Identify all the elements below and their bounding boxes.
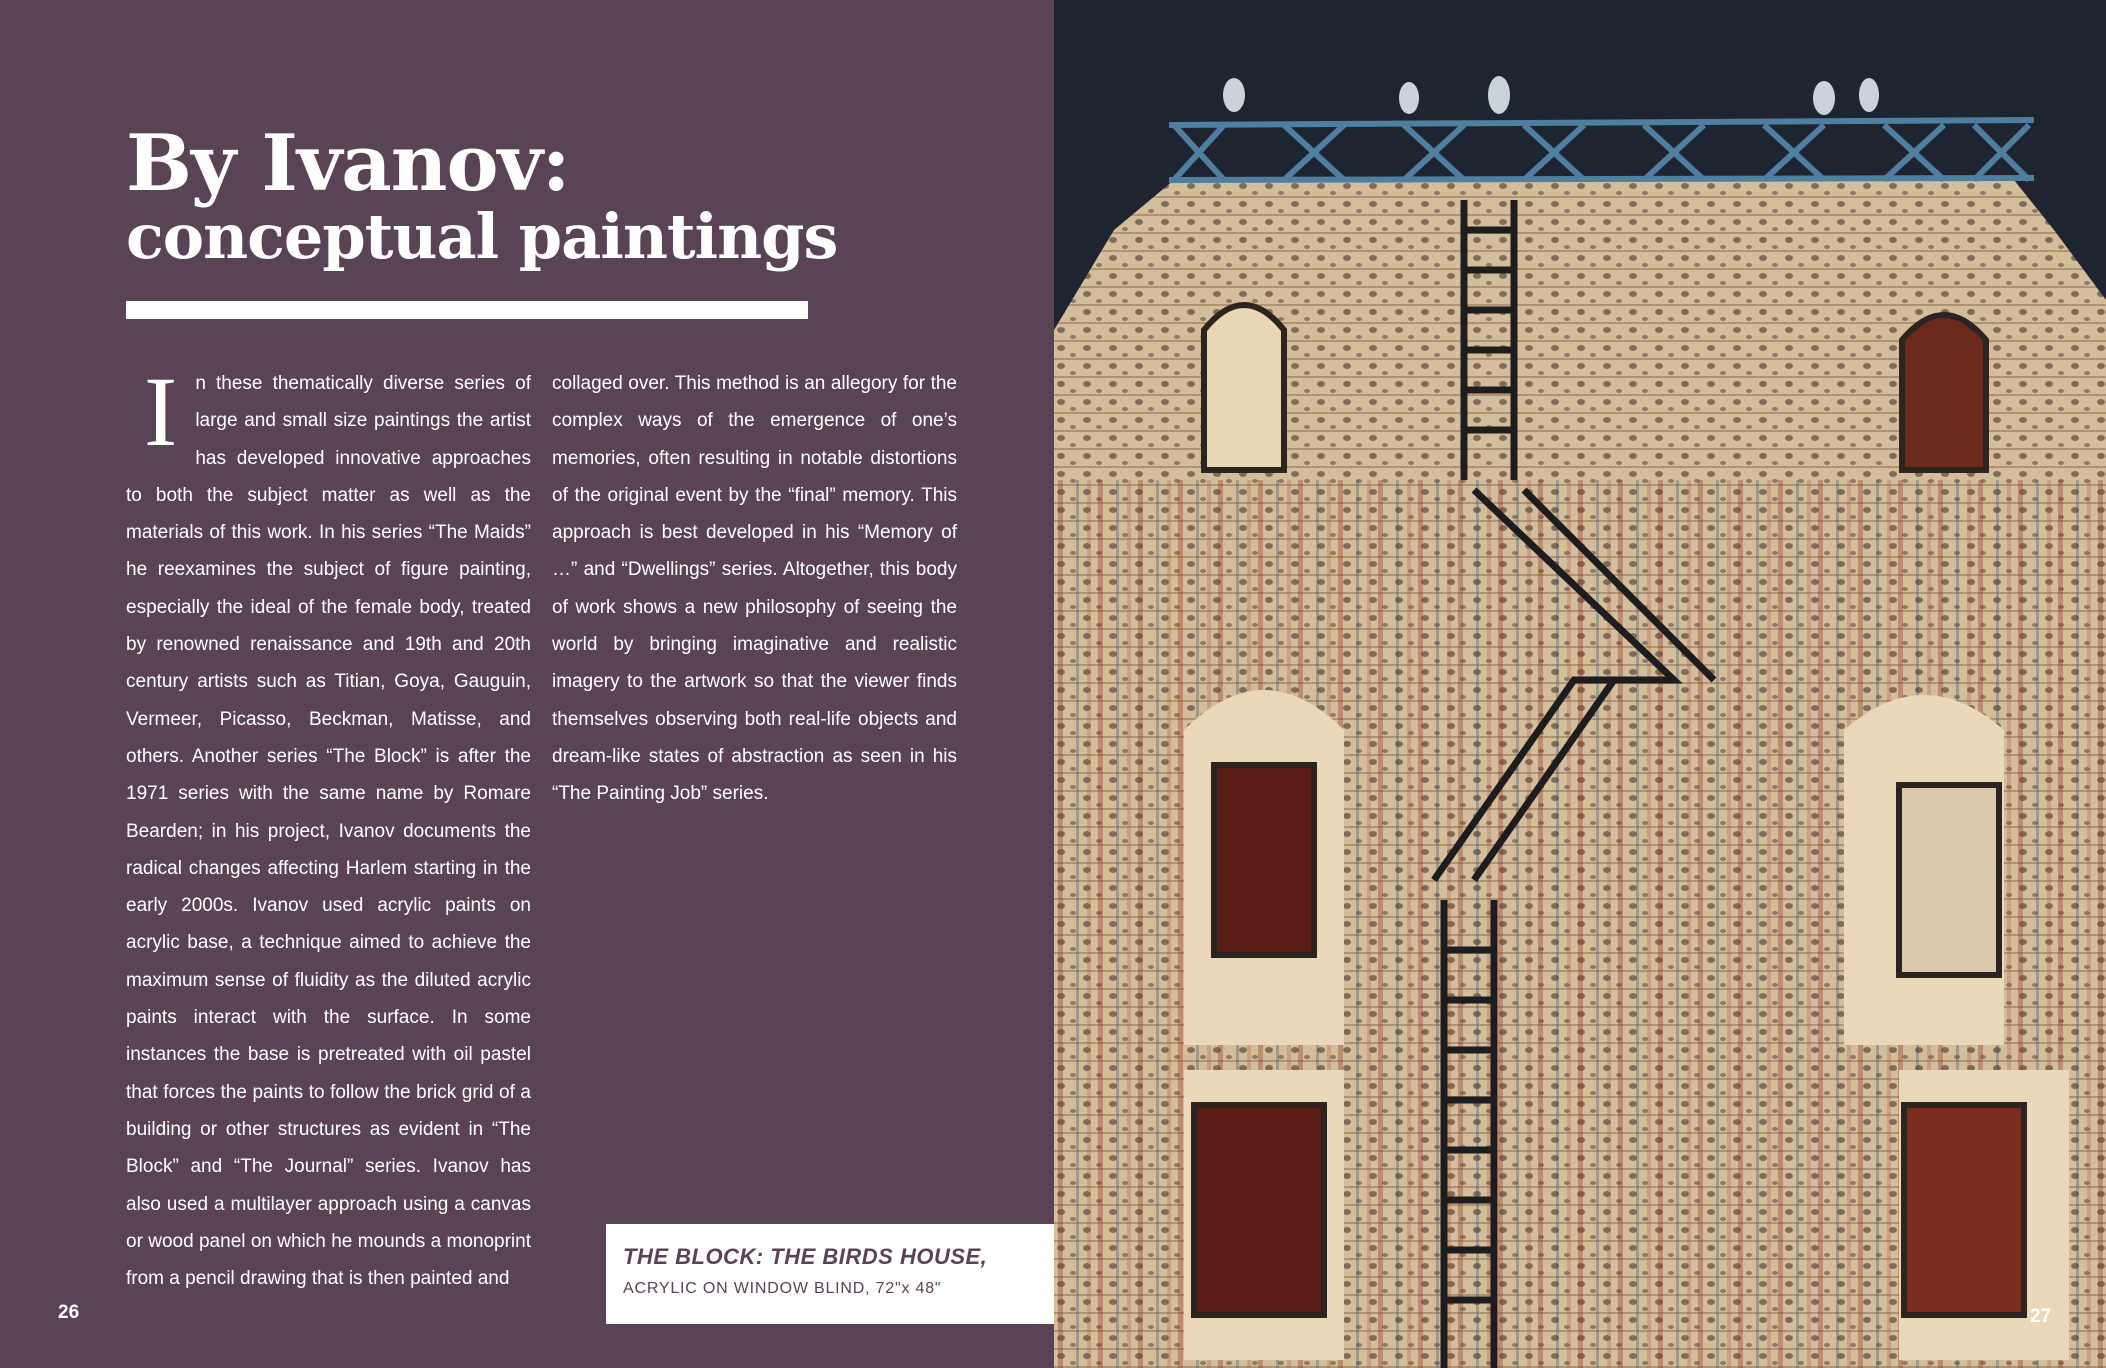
- page-number-right: 27: [2030, 1306, 2052, 1327]
- article-column-1: [126, 356, 531, 1297]
- drop-cap: I: [144, 356, 178, 467]
- article-subtitle: conceptual paintings: [126, 200, 838, 273]
- artwork-caption: [606, 1224, 1054, 1324]
- painting-the-birds-house: [1054, 0, 2106, 1368]
- article-column-2: collaged over. This method is an allegory for the complex ways of the emergence of one’s memories, often resulting in notable distortions of the original event by the “final” memory. This approach is best developed in his “Memory of …” and “Dwellings” series. Altogether, this body of work shows a new philosophy of seeing the world by bringing imaginative and realistic imagery to the artwork so that the viewer finds themselves observing both real-life objects and dream-like states of abstraction as seen in his “The Painting Job” series.: [552, 373, 957, 805]
- article-title: By Ivanov:: [126, 118, 570, 209]
- artwork-medium: ACRYLIC ON WINDOW BLIND, 72"x 48": [623, 1280, 942, 1297]
- article-column-1-text: n these thematically diverse series of large and small size paintings the artist has developed innovative approaches to both the subject matter as well as the materials of this work. In his series “The Maids” he reexamines the subject of figure painting, especially the ideal of the female body, treated by renowned renaissance and 19th and 20th century artists such as Titian, Goya, Gauguin, Vermeer, Picasso, Beckman, Matisse, and others. Another series “The Block” is after the 1971 series with the same name by Romare Bearden; in his project, Ivanov documents the radical changes affecting Harlem starting in the early 2000s. Ivanov used acrylic paints on acrylic base, a technique aimed to achieve the maximum sense of fluidity as the diluted acrylic paints interact with the surface. In some instances the base is pretreated with oil pastel that forces the paints to follow the brick grid of a building or other structures as evident in “The Block” and “The Journal” series. Ivanov has also used a multilayer approach using a canvas or wood panel on which he mounds a monoprint from a pencil drawing that is then painted and: [126, 373, 531, 1290]
- page-number-left: 26: [58, 1302, 80, 1323]
- artwork-title: THE BLOCK: THE BIRDS HOUSE,: [623, 1244, 988, 1269]
- title-divider: [126, 301, 808, 319]
